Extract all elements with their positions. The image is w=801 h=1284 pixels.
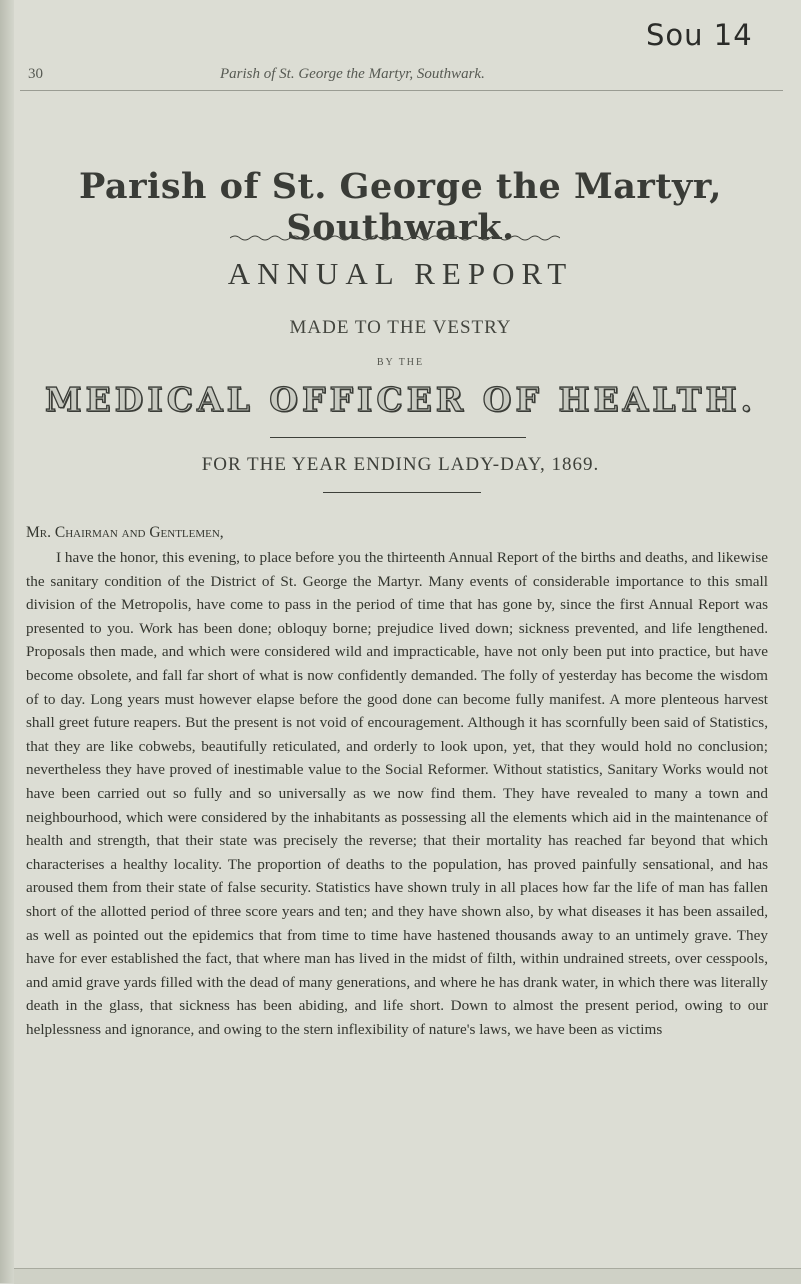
- by-the-line: BY THE: [376, 357, 425, 368]
- rule-upper: [270, 437, 526, 438]
- salutation-text: Mr. Chairman and Gentlemen,: [26, 524, 224, 541]
- rule-lower: [323, 492, 481, 493]
- page-number: 30: [28, 66, 43, 82]
- salutation: [26, 524, 224, 542]
- running-head-title: Parish of St. George the Martyr, Southwark.: [220, 66, 485, 82]
- period-line: FOR THE YEAR ENDING LADY-DAY, 1869.: [201, 454, 600, 475]
- archive-mark: Sou 14: [646, 18, 753, 52]
- made-to-line: MADE TO THE VESTRY: [289, 317, 512, 338]
- officer-heading: MEDICAL OFFICER OF HEALTH.: [44, 380, 756, 419]
- report-title: ANNUAL REPORT: [227, 256, 574, 291]
- page-bottom-edge: [14, 1268, 801, 1284]
- wavy-rule: [230, 233, 560, 243]
- body-paragraph: I have the honor, this evening, to place before you the thirteenth Annual Report of the births and deaths, and likewise the sanitary condition of the District of St. George the Martyr. Many events of considerable importance to this small division of the Metropolis, have come to pass in the period of time that has gone by, since the first Annual Report was presented to you. Work has been done; obloquy borne; prejudice lived down; sickness prevented, and life lengthened. Proposals then made, and which were considered wild and impracticable, have not only been put into practice, but have become obsolete, and fall far short of what is now confidently demanded. The folly of yesterday has become the wisdom of to day. Long years must however elapse before the good done can become fully manifest. A more plenteous harvest shall greet future reapers. But the present is not void of encouragement. Although it has scornfully been said of Statistics, that they are like cobwebs, beautifully reticulated, and orderly to look upon, yet, that they would hold no conclusion; nevertheless they have proved of inestimable value to the Social Reformer. Without statistics, Sanitary Works would not have been carried out so fully and so universally as we now find them. They have revealed to many a town and neighbourhood, which were considered by the inhabitants as possessing all the elements which aid in the maintenance of health and strength, that their state was precisely the reverse; that their mortality has reached far beyond that which characterises a healthy locality. The proportion of deaths to the population, has proved painfully sensational, and has aroused them from their state of false security. Statistics have shown truly in all places how far the life of man has fallen short of the allotted period of three score years and ten; and they have shown also, by what diseases it has been assailed, as well as pointed out the epidemics that from time to time have hastened thousands away to an untimely grave. They have for ever established the fact, that where man has lived in the midst of filth, within undrained streets, over cesspools, and amid grave yards filled with the dead of many generations, and where he has drank water, in which there was literally death in the glass, that sickness has been abiding, and life short. Down to almost the present period, owing to our helplessness and ignorance, and owing to the stern inflexibility of nature's laws, we have been as victims: [26, 549, 768, 1038]
- parish-heading: Parish of St. George the Martyr, Southwark.: [79, 166, 722, 248]
- running-head: [20, 60, 783, 91]
